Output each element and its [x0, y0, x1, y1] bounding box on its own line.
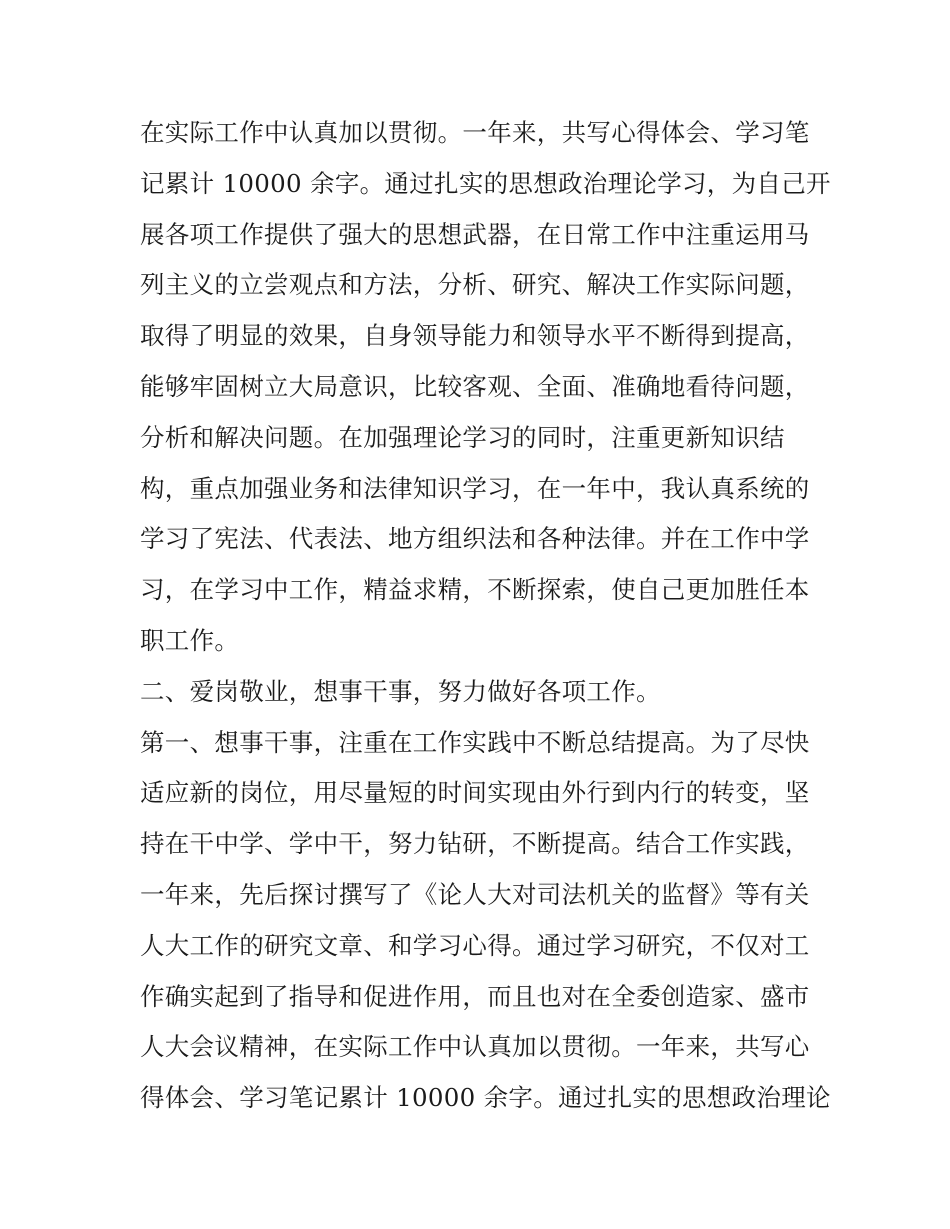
text-line: 记累计 10000 余字。通过扎实的思想政治理论学习，为自己开 [140, 168, 831, 198]
text-line: 作确实起到了指导和促进作用，而且也对在全委创造家、盛市 [140, 981, 810, 1011]
body-text [140, 108, 831, 1124]
text-line: 第一、想事干事，注重在工作实践中不断总结提高。为了尽快 [140, 727, 810, 757]
section-heading: 二、爱岗敬业，想事干事，努力做好各项工作。 [140, 676, 661, 706]
text-line: 分析和解决问题。在加强理论学习的同时，注重更新知识结 [140, 422, 785, 452]
text-line: 适应新的岗位，用尽量短的时间实现由外行到内行的转变，坚 [140, 778, 810, 808]
text-line: 人大工作的研究文章、和学习心得。通过学习研究，不仅对工 [140, 930, 810, 960]
text-line: 在实际工作中认真加以贯彻。一年来，共写心得体会、学习笔 [140, 118, 810, 147]
text-line: 构，重点加强业务和法律知识学习，在一年中，我认真系统的 [140, 473, 810, 503]
text-line: 学习了宪法、代表法、地方组织法和各种法律。并在工作中学 [140, 524, 810, 554]
text-line: 列主义的立尝观点和方法，分析、研究、解决工作实际问题， [140, 270, 810, 300]
text-line: 一年来，先后探讨撰写了《论人大对司法机关的监督》等有关 [140, 879, 810, 909]
text-line: 展各项工作提供了强大的思想武器，在日常工作中注重运用马 [140, 219, 810, 249]
text-line: 职工作。 [140, 625, 240, 655]
text-line: 人大会议精神，在实际工作中认真加以贯彻。一年来，共写心 [140, 1032, 810, 1062]
text-line: 得体会、学习笔记累计 10000 余字。通过扎实的思想政治理论 [140, 1083, 831, 1113]
text-line: 能够牢固树立大局意识，比较客观、全面、准确地看待问题， [140, 371, 810, 401]
text-line: 取得了明显的效果，自身领导能力和领导水平不断得到提高， [140, 321, 810, 351]
text-line: 持在干中学、学中干，努力钻研，不断提高。结合工作实践， [140, 829, 810, 859]
text-line: 习，在学习中工作，精益求精，不断探索，使自己更加胜任本 [140, 575, 810, 605]
